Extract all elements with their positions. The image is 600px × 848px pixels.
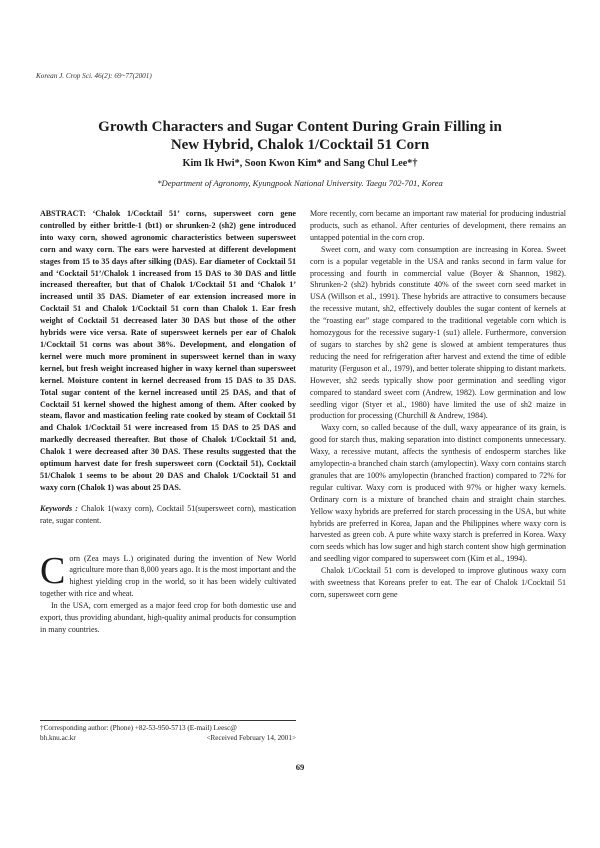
- body-paragraph-3: Waxy corn, so called because of the dull, waxy appearance of its grain, is good for starch thus, making separation into distinct components unnecessary. Waxy, a recessive mutant, affects the synthesis of endosperm starches like amylopectin-a branched chain starch (amylopectin). Waxy corn contains starch granules that are 100% amylopectin (branched fraction) compared to 72% for regular cultivar. Waxy corn is produced with 97% or higher waxy kernels. Ordinary corn is a mixture of branched chain and straight chain starches. Yellow waxy hybrids are preferred for starch processing in the USA, but white hybrids are preferred in Korea, Japan and the Philippines where waxy corn is harvested as green cob. A pure white waxy starch is preferred in Korea. Waxy corn seeds which has low suger and high starch content show high germination and seedling vigor compared to supersweet corn (Kim et al., 1994).: [310, 423, 566, 564]
- page-number: 69: [295, 762, 305, 772]
- keywords-label: Keywords :: [40, 503, 78, 513]
- received-date: <Received February 14, 2001>: [206, 733, 296, 742]
- footnote-email-tail: bh.knu.ac.kr: [40, 733, 76, 742]
- left-column: [40, 208, 296, 636]
- corresponding-author-footnote: [40, 720, 296, 743]
- keywords-text: Chalok 1(waxy corn), Cocktail 51(supersweet corn), mastication rate, sugar content.: [40, 503, 296, 525]
- intro-paragraph-2: In the USA, corn emerged as a major feed crop for both domestic use and export, thus providing abundant, high-quality animal products for consumption in many countries.: [40, 601, 296, 634]
- footnote-line-1: †Corresponding author: (Phone) +82-53-950-5713 (E-mail) Leesc@: [40, 724, 237, 732]
- authors: Kim Ik Hwi*, Soon Kwon Kim* and Sang Chul Lee*†: [182, 158, 418, 169]
- intro-paragraph-1: [40, 549, 296, 601]
- drop-cap: C: [40, 549, 66, 592]
- body-paragraph-1: More recently, corn became an important raw material for producing industrial products, such as ethanol. After centuries of development, there remains an untapped potential in the corn crop.: [310, 209, 566, 242]
- body-paragraph-2: Sweet corn, and waxy corn consumption are increasing in Korea. Sweet corn is a popular vegetable in the USA and ranks second in farm value for processing and fourth in commercial value (Boyer & Shannon, 1982). Shrunken-2 (sh2) hybrids constitute 40% of the sweet corn seed market in USA (Willson et al., 1991). These hybrids are attractive to consumers because the recessive mutant, sh2, effectively doubles the sugar content of kernels at the “roasting ear” stage compared to the traditional vegetable corn which is homozygous for the recessive sugary-1 (su1) allele. Furthermore, conversion of sugars to starches by sh2 gene is slowed at ambient temperatures thus reducing the need for refrigeration after harvest and extend the time of edible maturity (Ferguson et al., 1979), and better tolerate shipping to distant markets. However, sh2 seeds typically show poor germination and seedling vigor compared to standard sweet corn (Andrew, 1982). Low germination and low seedling vigor (Styer et al., 1980) have limited the use of sh2 maize in production for processing (Churchill & Andrew, 1984).: [310, 244, 566, 421]
- keywords: [40, 503, 296, 527]
- title-line-1: Growth Characters and Sugar Content During Grain Filling in: [98, 119, 502, 135]
- journal-reference: Korean J. Crop Sci. 46(2): 69~77(2001): [36, 72, 152, 80]
- affiliation: *Department of Agronomy, Kyungpook National University. Taegu 702-701, Korea: [157, 178, 443, 188]
- title-line-2: New Hybrid, Chalok 1/Cocktail 51 Corn: [170, 137, 430, 153]
- intro-paragraph-1-text: orn (Zea mays L.) originated during the invention of New World agriculture more than 8,000 years ago. It is the most important and the highest yielding crop in the world, so it has been widely cultivated together with rice and wheat.: [40, 553, 296, 599]
- right-column: [310, 208, 566, 601]
- body-paragraph-4: Chalok 1/Cocktail 51 corn is developed to improve glutinous waxy corn with sweetness that Koreans prefer to eat. The ear of Chalok 1/Cocktail 51 corn, supersweet corn gene: [310, 566, 566, 599]
- paper-title: [60, 118, 540, 154]
- abstract: ABSTRACT: ‘Chalok 1/Cocktail 51’ corns, supersweet corn gene controlled by either brittle-1 (bt1) or shrunken-2 (sh2) gene introduced into waxy corn, showed agronomic characteristics between supersweet corn and waxy corn. The ears were harvested at different development stages from 15 to 35 days after silking (DAS). Ear diameter of Cocktail 51 and ‘Cocktail 51’/Chalok 1 increased from 15 DAS to 30 DAS and little increased thereafter, but that of Chalok 1/Cocktail 51 and ‘Chalok 1’ increased until 35 DAS. Diameter of ear extension increased more in Cocktail 51 and Chalok 1/Cocktail 51 corn than Chalok 1. Ear fresh weight of Cocktail 51 decreased later 30 DAS but those of the other hybrids were vice versa. Rate of supersweet kernels per ear of Chalok 1/Cocktail 51 corns was about 38%. Development, and elongation of kernel were much more prominent in supersweet kernel than in waxy kernel, but fresh weight increased higher in waxy kernel than supersweet kernel. Moisture content in kernel decreased from 15 DAS to 35 DAS. Total sugar content of the kernel increased until 25 DAS, and that of Cocktail 51 kernel showed the highest among of them. After cooked by steam, flavor and mastication feeling rate cooked by steam of Cocktail 51 and Chalok 1/Cocktail 51 were increased from 15 DAS to 25 DAS and markedly decreased thereafter. But those of Chalok 1/Cocktail 51 and, Chalok 1 were decreased after 30 DAS. These results suggested that the optimum harvest date for fresh supersweet corn (Cocktail 51), Cocktail 51/Chalok 1 seems to be about 20 DAS and Chalok 1/Cocktail 51 and waxy corn (Chalok 1) was about 25 DAS.: [40, 209, 296, 492]
- footnote-line-2: [40, 734, 296, 744]
